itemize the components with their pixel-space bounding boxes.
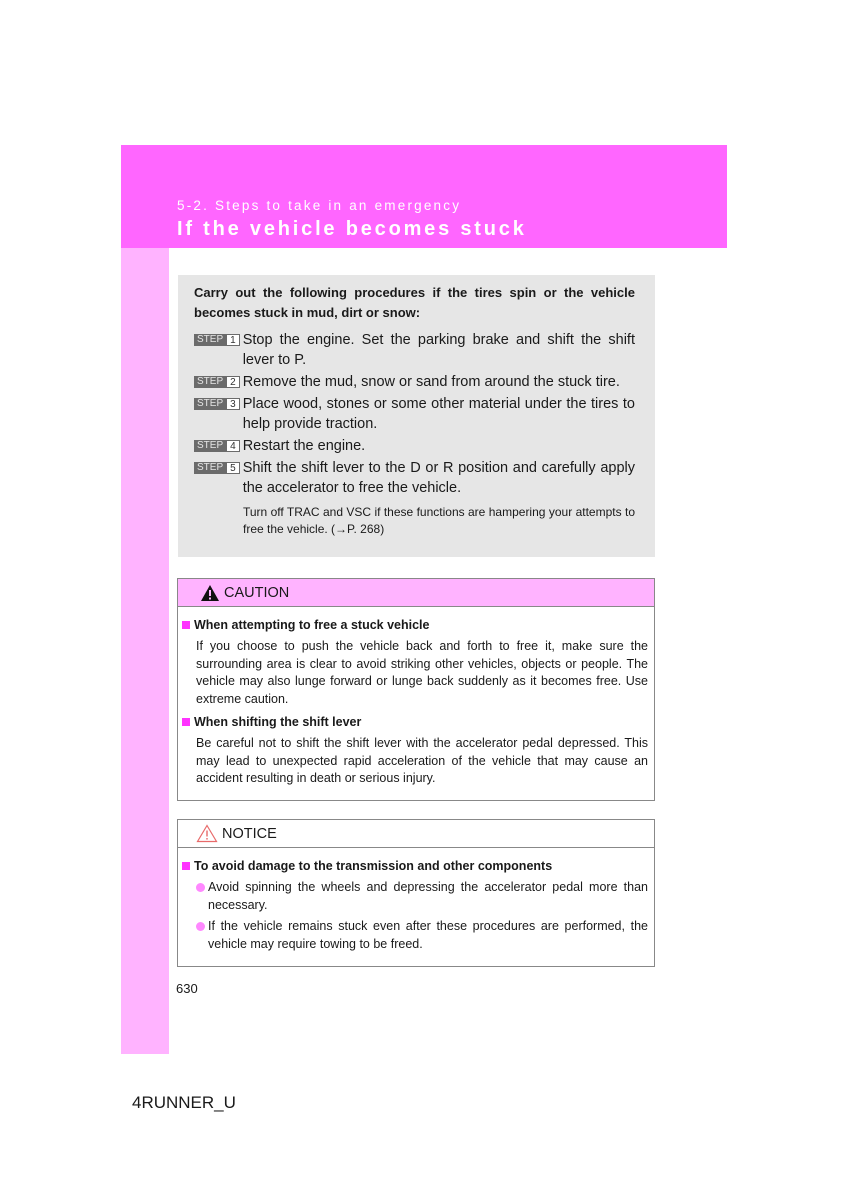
- step-item: [194, 394, 635, 434]
- notice-box: [177, 819, 655, 967]
- caution-heading-text: When shifting the shift lever: [194, 715, 362, 729]
- square-bullet-icon: [182, 621, 190, 629]
- notice-bullet-text: Avoid spinning the wheels and depressing the accelerator pedal more than necessary.: [208, 880, 648, 912]
- step-note: Turn off TRAC and VSC if these functions are hampering your attempts to free the vehicle. (→P. 268): [243, 505, 635, 536]
- step-item: [194, 330, 635, 370]
- warning-triangle-icon: [200, 584, 220, 602]
- step-number: 5: [226, 462, 240, 474]
- step-text: Stop the engine. Set the parking brake and shift the shift lever to P.: [242, 332, 635, 368]
- step-item: [194, 436, 635, 456]
- notice-triangle-icon: [196, 824, 218, 843]
- caution-box: [177, 578, 655, 801]
- footer-code: 4RUNNER_U: [132, 1093, 236, 1112]
- page-title: If the vehicle becomes stuck: [177, 218, 527, 240]
- caution-paragraph: Be careful not to shift the shift lever with the accelerator pedal depressed. This may lead to unexpected rapid acceleration of the vehicle that may cause an accident resulting in death or serious injury.: [196, 736, 648, 785]
- step-text: Place wood, stones or some other material under the tires to help provide traction.: [242, 396, 635, 432]
- step-badge: [194, 376, 240, 388]
- step-word: STEP: [194, 462, 226, 474]
- procedure-box: [178, 275, 655, 557]
- notice-label: NOTICE: [222, 825, 277, 842]
- square-bullet-icon: [182, 862, 190, 870]
- caution-header: [178, 579, 654, 607]
- step-badge: [194, 462, 240, 474]
- step-number: 3: [226, 398, 240, 410]
- step-number: 4: [226, 440, 240, 452]
- step-item: [194, 458, 635, 498]
- step-badge: [194, 398, 240, 410]
- step-text: Shift the shift lever to the D or R position and carefully apply the accelerator to free the vehicle.: [242, 460, 635, 496]
- notice-bullet-text: If the vehicle remains stuck even after these procedures are performed, the vehicle may require towing to be freed.: [208, 919, 648, 951]
- step-word: STEP: [194, 334, 226, 346]
- page-number: 630: [176, 981, 198, 996]
- notice-bullet: [196, 879, 648, 914]
- step-number: 2: [226, 376, 240, 388]
- step-word: STEP: [194, 440, 226, 452]
- caution-label: CAUTION: [224, 584, 290, 601]
- notice-heading-text: To avoid damage to the transmission and other components: [194, 859, 553, 873]
- dot-bullet-icon: [196, 883, 205, 892]
- notice-subheading: [182, 857, 648, 875]
- square-bullet-icon: [182, 718, 190, 726]
- notice-bullet: [196, 918, 648, 953]
- step-number: 1: [226, 334, 240, 346]
- step-text: Remove the mud, snow or sand from around the stuck tire.: [242, 374, 620, 390]
- dot-bullet-icon: [196, 922, 205, 931]
- section-label: 5-2. Steps to take in an emergency: [177, 198, 462, 213]
- step-badge: [194, 440, 240, 452]
- procedure-intro: Carry out the following procedures if the tires spin or the vehicle becomes stuck in mud, dirt or snow:: [194, 285, 635, 320]
- caution-subheading: [182, 616, 648, 634]
- step-badge: [194, 334, 240, 346]
- caution-subheading: [182, 713, 648, 731]
- step-text: Restart the engine.: [242, 438, 366, 454]
- side-strip: [121, 248, 169, 1054]
- chapter-header: [121, 145, 727, 248]
- step-item: [194, 372, 635, 392]
- caution-body: [178, 607, 654, 788]
- caution-heading-text: When attempting to free a stuck vehicle: [194, 618, 430, 632]
- notice-body: [178, 848, 654, 953]
- step-word: STEP: [194, 398, 226, 410]
- notice-header: [178, 820, 654, 848]
- caution-paragraph: If you choose to push the vehicle back and forth to free it, make sure the surrounding area is clear to avoid striking other vehicles, objects or people. The vehicle may also lunge forward or lunge back suddenly as it becomes free. Use extreme caution.: [196, 639, 648, 706]
- step-word: STEP: [194, 376, 226, 388]
